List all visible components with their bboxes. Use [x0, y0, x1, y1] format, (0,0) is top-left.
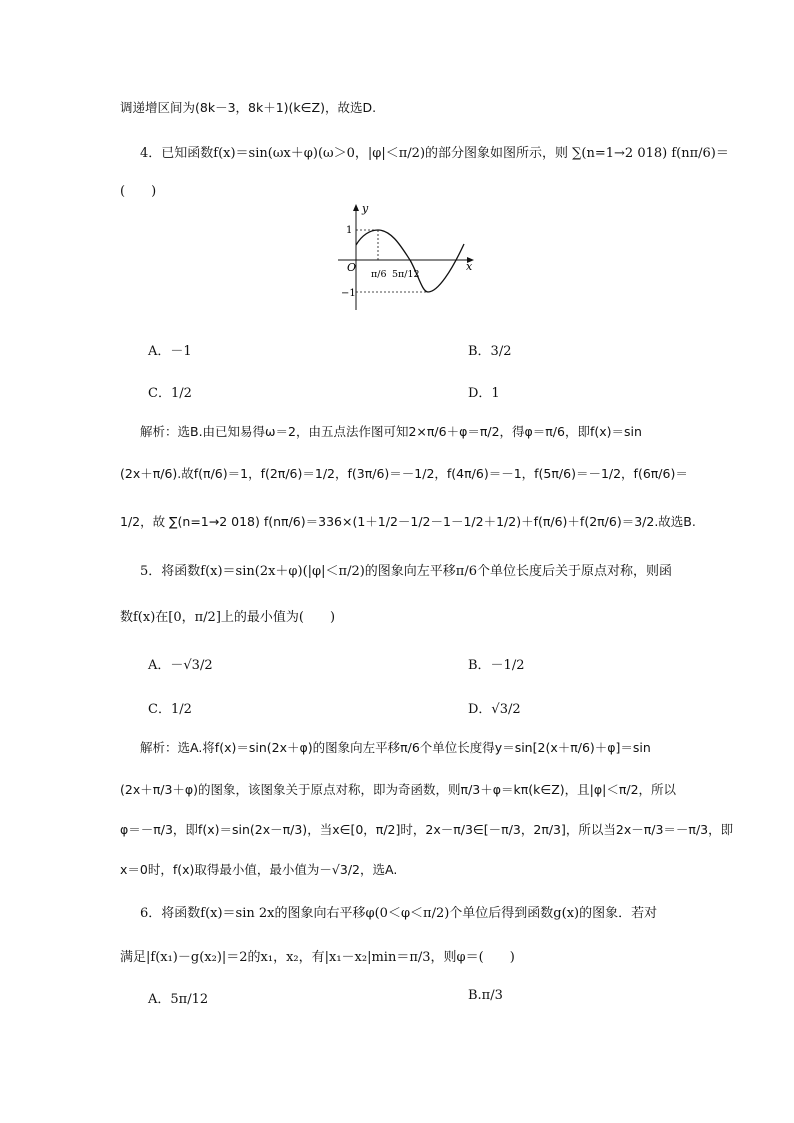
q4-option-d[interactable]: D．1 — [468, 386, 500, 401]
solution-5-line-4: x＝0时，f(x)取得最小值，最小值为－√3/2，选A. — [120, 862, 398, 877]
q5-option-c[interactable]: C．1/2 — [148, 702, 192, 717]
y-axis-label: y — [362, 202, 369, 215]
y-tick-neg-1: −1 — [341, 288, 356, 299]
answer-paren: ( ) — [120, 184, 157, 199]
solution-5-line-1: 解析：选A.将f(x)＝sin(2x＋φ)的图象向左平移π/6个单位长度得y＝sin[2(x＋π/6)＋φ]＝sin — [140, 740, 651, 755]
text-line: 调递增区间为(8k－3，8k＋1)(k∈Z)，故选D. — [120, 100, 377, 115]
q4-option-a[interactable]: A．－1 — [148, 344, 192, 359]
question-5-line-2: 数f(x)在[0，π/2]上的最小值为( ) — [120, 610, 336, 625]
q4-option-c[interactable]: C．1/2 — [148, 386, 192, 401]
origin-label: O — [347, 261, 357, 274]
q5-option-a[interactable]: A．－√3/2 — [148, 658, 213, 673]
q5-option-b[interactable]: B．－1/2 — [468, 658, 525, 673]
x-axis-label: x — [466, 260, 473, 273]
sine-graph — [0, 200, 794, 330]
question-6-line-1: 6．将函数f(x)＝sin 2x的图象向右平移φ(0＜φ＜π/2)个单位后得到函数g(x)的图象．若对 — [140, 906, 658, 921]
x-tick-pi-6: π/6 — [371, 269, 387, 280]
question-5-line-1: 5．将函数f(x)＝sin(2x＋φ)(|φ|＜π/2)的图象向左平移π/6个单位长度后关于原点对称，则函 — [140, 564, 673, 579]
q4-option-b[interactable]: B．3/2 — [468, 344, 512, 359]
solution-4-line-3: 1/2，故 ∑(n=1→2 018) f(nπ/6)＝336×(1＋1/2－1/2－1－1/2＋1/2)＋f(π/6)＋f(2π/6)＝3/2.故选B. — [120, 514, 696, 529]
solution-4-line-1: 解析：选B.由已知易得ω＝2，由五点法作图可知2×π/6＋φ＝π/2，得φ＝π/6，即f(x)＝sin — [140, 424, 642, 439]
q6-option-b[interactable]: B.π/3 — [468, 988, 503, 1003]
x-tick-5pi-12: 5π/12 — [392, 269, 420, 280]
y-axis-arrow — [353, 204, 359, 211]
solution-5-line-2: (2x＋π/3＋φ)的图象，该图象关于原点对称，即为奇函数，则π/3＋φ＝kπ(k∈Z)，且|φ|＜π/2，所以 — [120, 782, 677, 797]
solution-4-line-2: (2x＋π/6).故f(π/6)＝1，f(2π/6)＝1/2，f(3π/6)＝－1/2，f(4π/6)＝－1，f(5π/6)＝－1/2，f(6π/6)＝ — [120, 466, 688, 481]
question-6-line-2: 满足|f(x₁)－g(x₂)|＝2的x₁，x₂，有|x₁－x₂|min＝π/3，则φ＝( ) — [120, 950, 515, 965]
y-tick-1: 1 — [346, 225, 353, 236]
q6-option-a[interactable]: A．5π/12 — [148, 992, 209, 1007]
q5-option-d[interactable]: D．√3/2 — [468, 702, 521, 717]
question-4: 4．已知函数f(x)＝sin(ωx＋φ)(ω＞0，|φ|＜π/2)的部分图象如图所示，则 ∑(n=1→2 018) f(nπ/6)＝ — [140, 146, 729, 161]
solution-5-line-3: φ＝－π/3，即f(x)＝sin(2x－π/3)，当x∈[0，π/2]时，2x－π/3∈[－π/3，2π/3]，所以当2x－π/3＝－π/3，即 — [120, 822, 734, 837]
sine-curve — [356, 230, 464, 292]
